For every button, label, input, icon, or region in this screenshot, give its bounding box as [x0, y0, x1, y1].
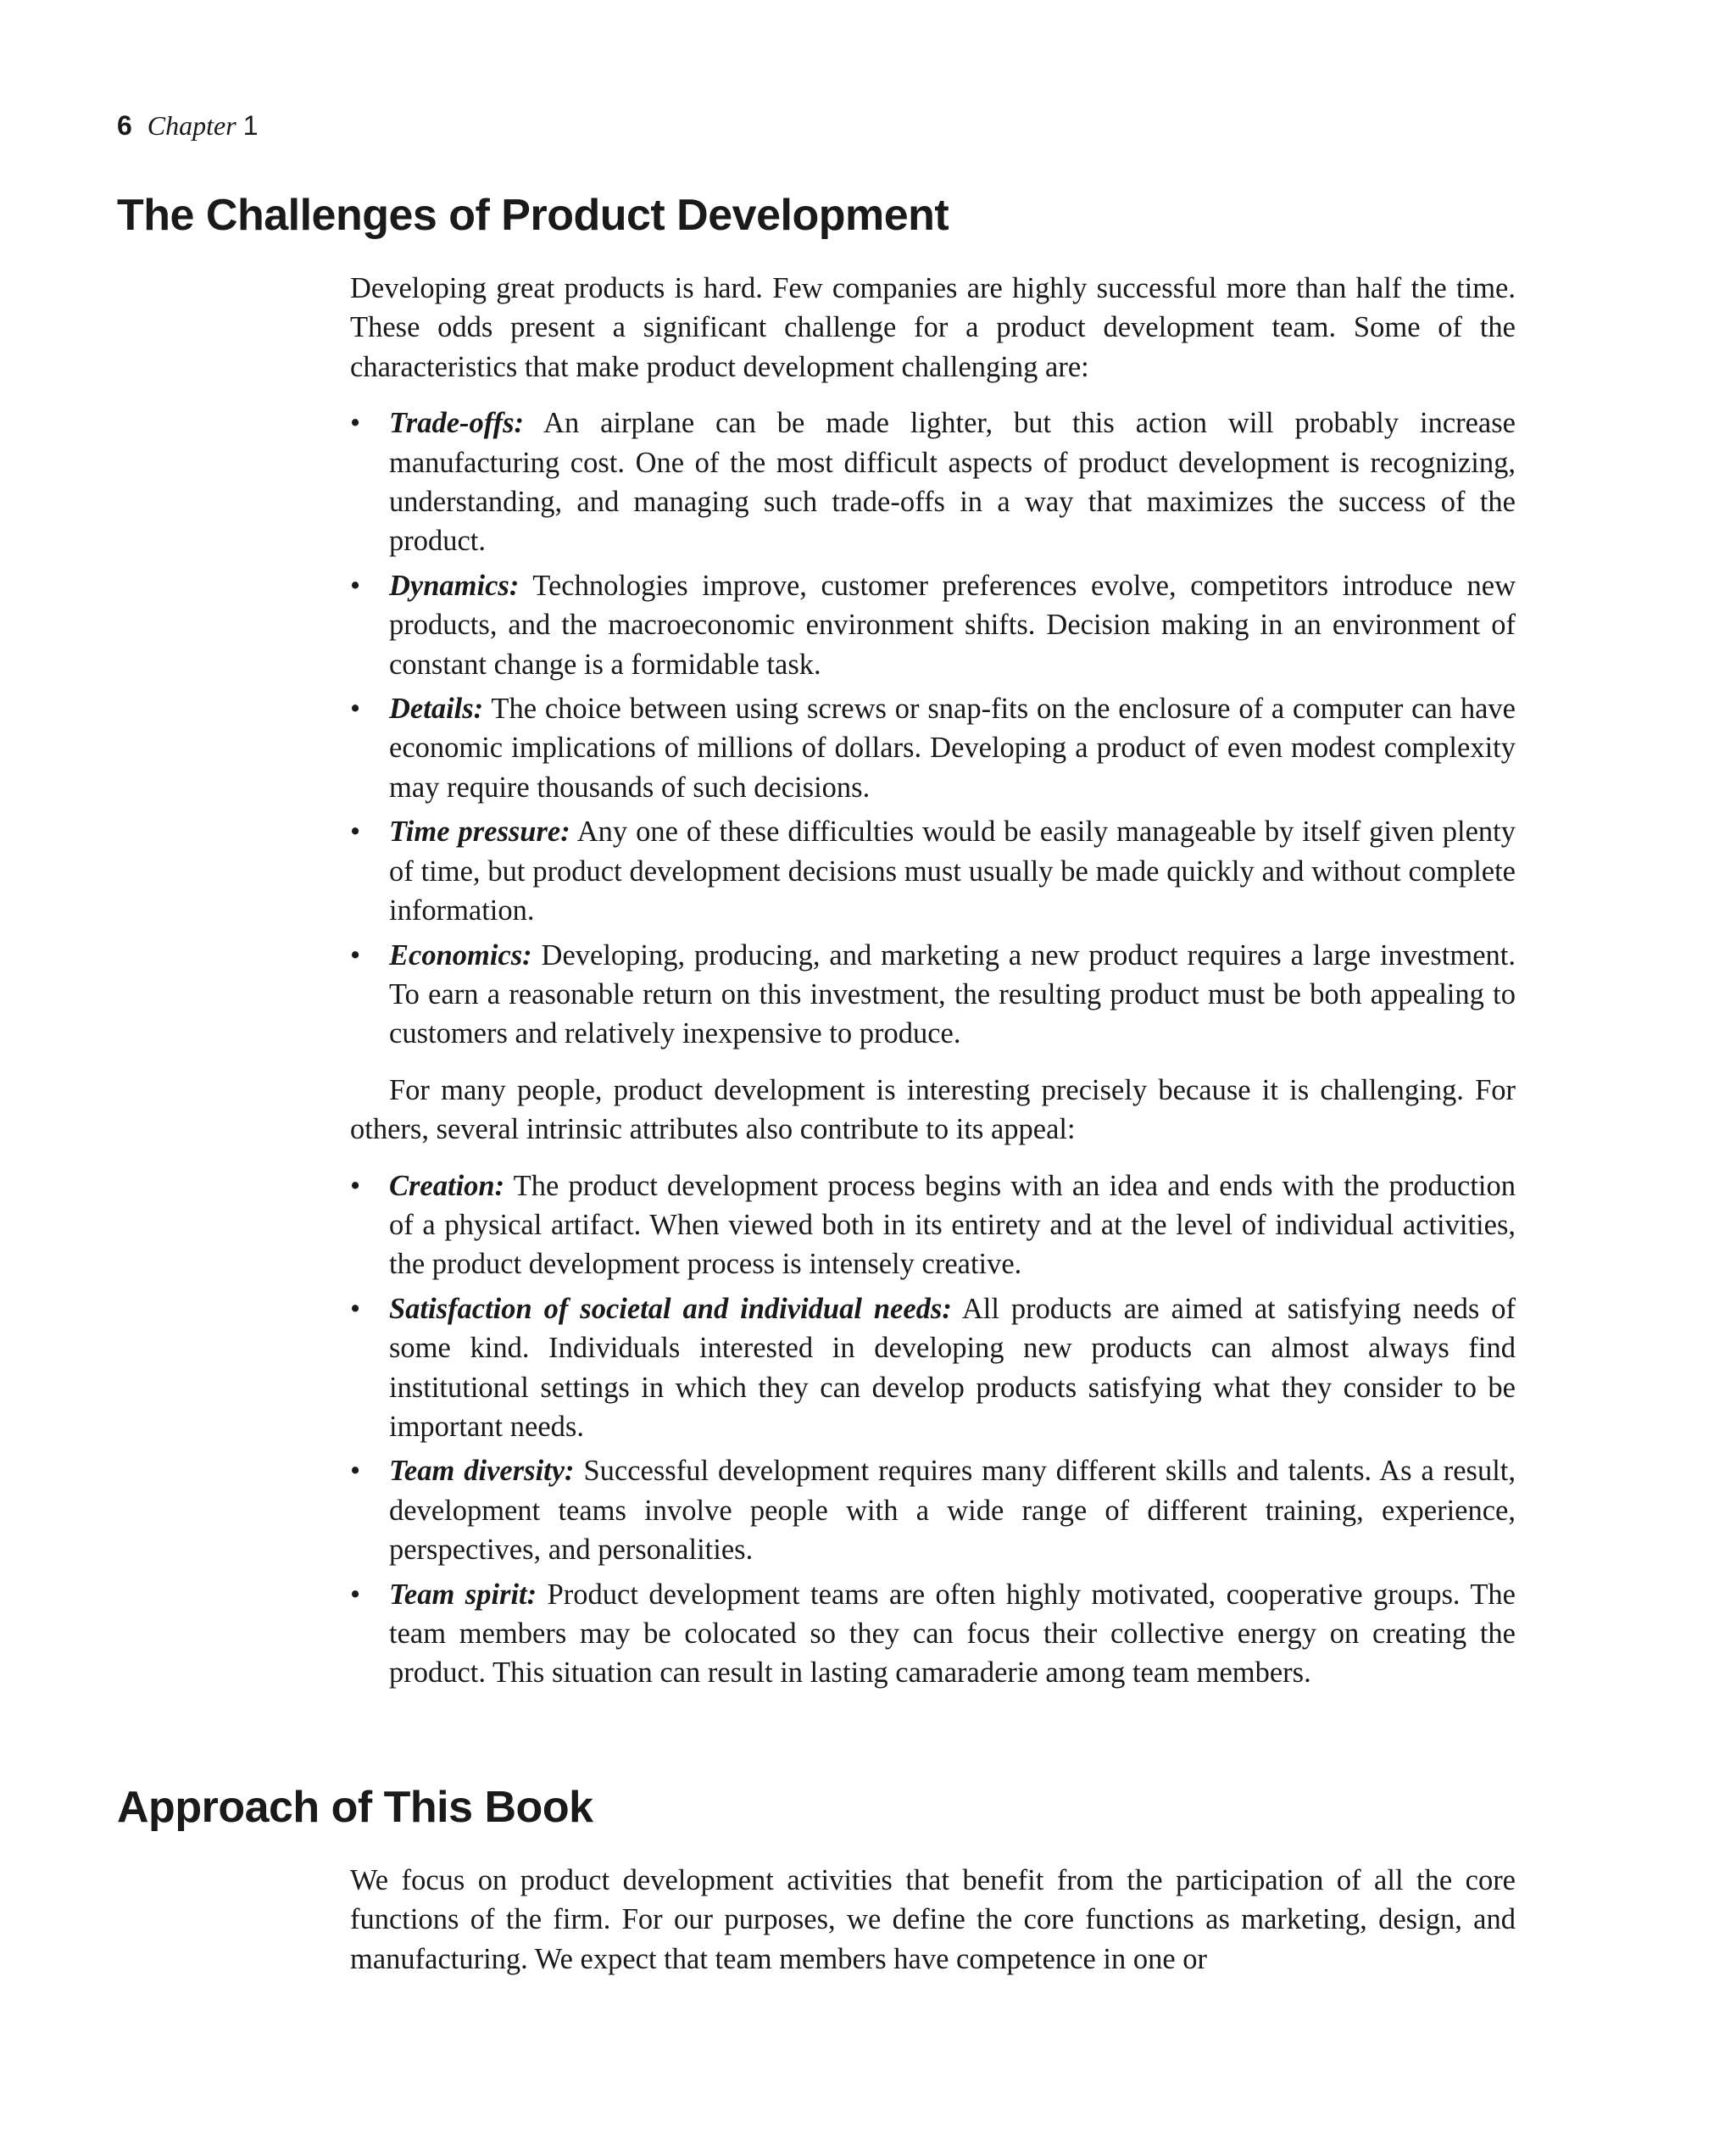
bullet-text: An airplane can be made lighter, but this action will probably increase manufacturing cost. One of the most difficult aspects of product development is recognizing, understanding, and managing such trade-offs in a way that maximizes the success of the product.	[389, 407, 1516, 558]
bullet-text: The choice between using screws or snap-fits on the enclosure of a computer can have economic implications of millions of dollars. Developing a product of even modest complexity may require thousands of such decisions.	[389, 693, 1516, 804]
section-body-challenges	[350, 269, 1516, 1698]
bullet-icon: •	[350, 569, 361, 602]
bullet-icon: •	[350, 1455, 361, 1488]
section-heading-approach: Approach of This Book	[117, 1783, 593, 1832]
bullet-text: Technologies improve, customer preferences evolve, competitors introduce new products, and the macroeconomic environment shifts. Decision making in an environment of constant change is a formidable task.	[389, 569, 1516, 681]
list-item	[350, 1575, 1516, 1693]
bullet-text: Successful development requires many different skills and talents. As a result, development teams involve people with a wide range of different training, experience, perspectives, and personalities.	[389, 1455, 1516, 1567]
bullet-icon: •	[350, 816, 361, 849]
running-head	[117, 109, 258, 142]
list-item	[350, 404, 1516, 561]
page-number: 6	[117, 110, 132, 141]
list-item	[350, 1166, 1516, 1284]
paragraph-approach: We focus on product development activities that benefit from the participation of all the core functions of the firm. For our purposes, we define the core functions as marketing, design, and manufacturing. We expect that team members have competence in one or	[350, 1864, 1516, 1975]
bullet-text: Product development teams are often highly motivated, cooperative groups. The team members may be colocated so they can focus their collective energy on creating the product. This situation can result in lasting camaraderie among team members.	[389, 1578, 1516, 1690]
bullet-text: All products are aimed at satisfying needs of some kind. Individuals interested in developing new products can almost always find institutional settings in which they can develop products satisfying what they consider to be important needs.	[389, 1292, 1516, 1443]
list-item	[350, 812, 1516, 930]
bullet-text: Any one of these difficulties would be easily manageable by itself given plenty of time, but product development decisions must usually be made quickly and without complete information.	[389, 816, 1516, 927]
list-item	[350, 1289, 1516, 1447]
bullet-icon: •	[350, 1578, 361, 1611]
bullet-text: Developing, producing, and marketing a new product requires a large investment. To earn a reasonable return on this investment, the resulting product must be both appealing to customers and relatively inexpensive to produce.	[389, 938, 1516, 1050]
bullet-term: Creation:	[389, 1169, 505, 1202]
bullet-term: Team diversity:	[389, 1455, 575, 1488]
section-heading-challenges: The Challenges of Product Development	[117, 191, 949, 240]
appeal-list	[350, 1166, 1516, 1693]
bullet-term: Dynamics:	[389, 569, 520, 602]
chapter-label: Chapter	[147, 110, 236, 141]
list-item	[350, 1451, 1516, 1569]
bullet-term: Time pressure:	[389, 816, 570, 849]
chapter-number: 1	[242, 110, 259, 141]
challenges-list	[350, 404, 1516, 1054]
bullet-icon: •	[350, 1292, 361, 1325]
bullet-text: The product development process begins with an idea and ends with the production of a physical artifact. When viewed both in its entirety and at the level of individual activities, the product development process is intensely creative.	[389, 1169, 1516, 1281]
list-item	[350, 566, 1516, 684]
paragraph-intro: Developing great products is hard. Few companies are highly successful more than half the time. These odds present a significant challenge for a product development team. Some of the characteristics that make product development challenging are:	[350, 272, 1516, 383]
list-item	[350, 689, 1516, 807]
bullet-icon: •	[350, 407, 361, 440]
bullet-icon: •	[350, 693, 361, 726]
section-body-approach	[350, 1861, 1516, 1979]
bullet-term: Details:	[389, 693, 484, 726]
list-item	[350, 936, 1516, 1054]
paragraph-appeal: For many people, product development is interesting precisely because it is challenging. For others, several intrinsic attributes also contribute to its appeal:	[350, 1073, 1516, 1146]
bullet-icon: •	[350, 1169, 361, 1202]
bullet-term: Team spirit:	[389, 1578, 537, 1611]
bullet-term: Satisfaction of societal and individual needs:	[389, 1292, 952, 1325]
bullet-term: Trade-offs:	[389, 407, 525, 440]
bullet-term: Economics:	[389, 938, 532, 972]
bullet-icon: •	[350, 938, 361, 972]
